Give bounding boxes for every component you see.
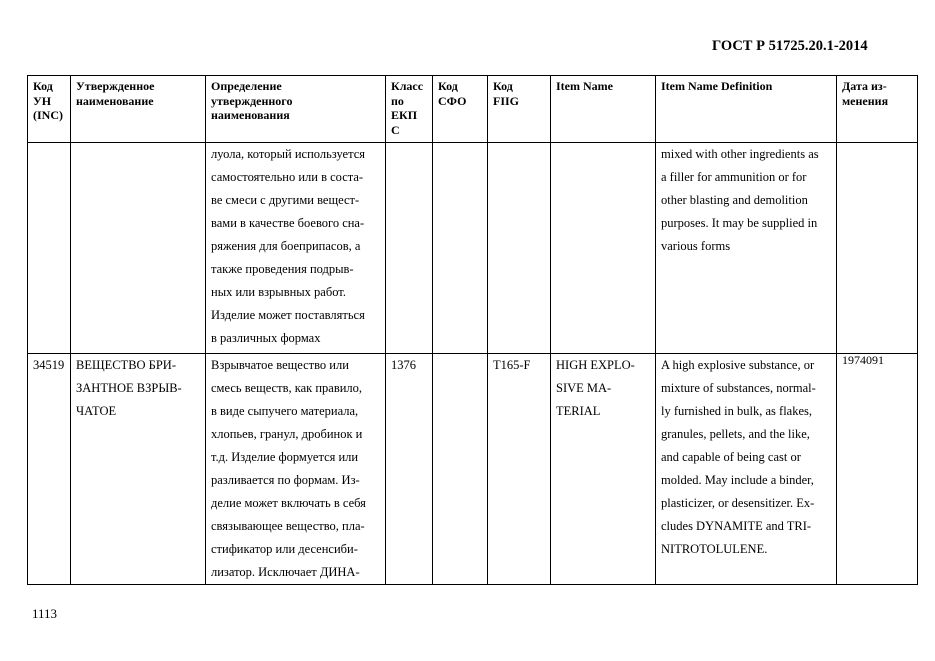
col-header-class: Класс по ЕКП С [386,76,433,143]
cell-sfo [433,354,488,585]
table-row [28,354,918,585]
page-number: 1113 [32,606,58,621]
cell-class [386,143,433,354]
cell-definition: Взрывчатое вещество или смесь веществ, как правило, в виде сыпучего материала, хлопьев, гранул, дробинок и т.д. Изделие формуется или разливается по формам. Из- делие может включать в себя связывающее вещество, пла- стификатор или десенсиби- лизатор. Исключает ДИНА- [206,354,386,585]
table-row [28,143,918,354]
cell-item-name-definition: A high explosive substance, or mixture of substances, normal- ly furnished in bulk, as flakes, granules, pellets, and the like, and capable of being cast or molded. May include a binder, plasticizer, or desensitizer. Ex- cludes DYNAMITE and TRI- NITROTOLULENE. [656,354,837,585]
cell-fiig: T165-F [488,354,551,585]
cell-approved-name: ВЕЩЕСТВО БРИ- ЗАНТНОЕ ВЗРЫВ- ЧАТОЕ [71,354,206,585]
col-header-approved-name: Утвержденное наименование [71,76,206,143]
col-header-sfo: Код СФО [433,76,488,143]
cell-item-name [551,143,656,354]
cell-change-date [837,143,918,354]
cell-inc: 34519 [28,354,71,585]
col-header-fiig: Код FIIG [488,76,551,143]
cell-item-name-definition: mixed with other ingredients as a filler for ammunition or for other blasting and demolition purposes. It may be supplied in various forms [656,143,837,354]
table-header-row [28,76,918,143]
document-code: ГОСТ Р 51725.20.1-2014 [712,38,868,54]
col-header-change-date: Дата из- менения [837,76,918,143]
cell-change-date: 1974091 [837,354,918,585]
col-header-item-name-definition: Item Name Definition [656,76,837,143]
cell-item-name: HIGH EXPLO- SIVE MA- TERIAL [551,354,656,585]
col-header-definition: Определение утвержденного наименования [206,76,386,143]
cell-inc [28,143,71,354]
col-header-item-name: Item Name [551,76,656,143]
cell-approved-name [71,143,206,354]
cell-sfo [433,143,488,354]
col-header-inc: Код УН (INC) [28,76,71,143]
catalog-table [27,75,918,585]
cell-class: 1376 [386,354,433,585]
cell-definition: луола, который используется самостоятельно или в соста- ве смеси с другими вещест- вами в качестве боевого сна- ряжения для боеприпасов, а также проведения подрыв- ных или взрывных работ. Изделие может поставляться в различных формах [206,143,386,354]
cell-fiig [488,143,551,354]
